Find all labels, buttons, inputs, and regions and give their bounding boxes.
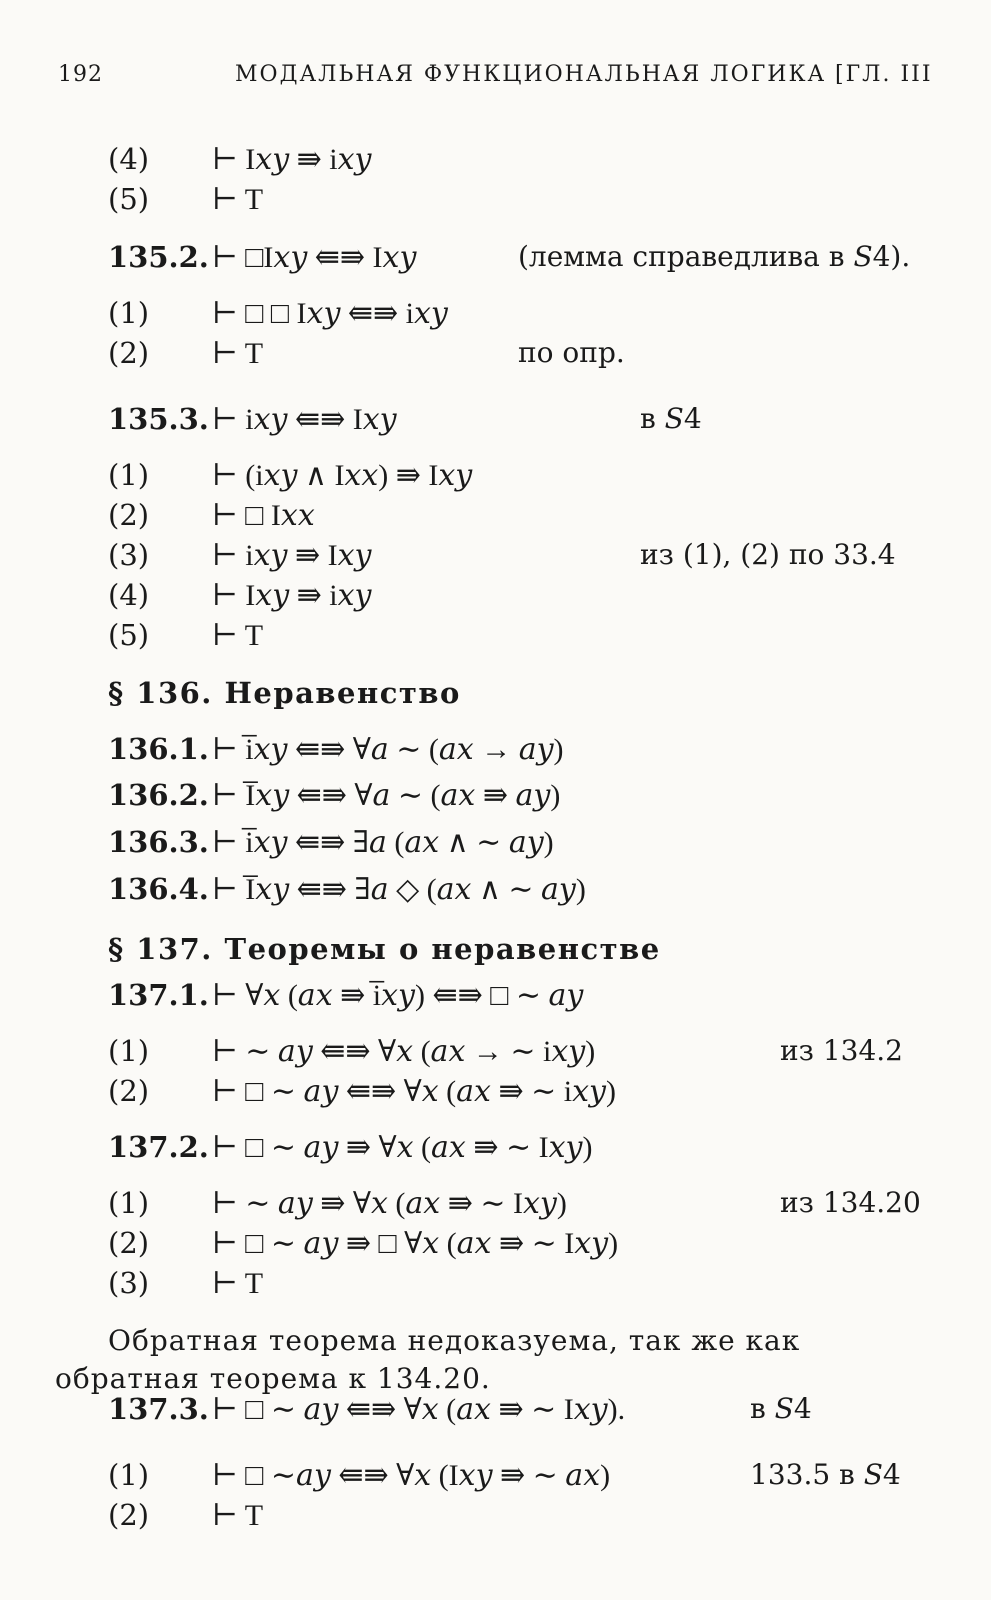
formula: ⊢ □I𝑥𝑦 ⇚⇛ I𝑥𝑦 xyxy=(212,241,417,274)
theorem-line xyxy=(0,778,991,818)
proof-step xyxy=(0,538,991,578)
section-heading: § 136. Неравенство xyxy=(108,676,461,710)
step-number: (3) xyxy=(108,1266,150,1300)
proof-step xyxy=(0,296,991,336)
formula: ⊢ I̅𝑥𝑦 ⇚⇛ ∃𝑎 ◇ (𝑎𝑥 ∧ ∼ 𝑎𝑦) xyxy=(212,873,586,906)
proof-step xyxy=(0,142,991,182)
step-number: (5) xyxy=(108,182,150,216)
justification-note: в 𝑆4 xyxy=(640,402,702,435)
justification-note: из (1), (2) по 33.4 xyxy=(640,538,896,571)
paragraph xyxy=(55,1322,925,1398)
formula: ⊢ □ ∼𝑎𝑦 ⇚⇛ ∀𝑥 (I𝑥𝑦 ⇛ ∼ 𝑎𝑥) xyxy=(212,1459,611,1492)
step-number: (2) xyxy=(108,336,150,370)
step-number: (5) xyxy=(108,618,150,652)
theorem-line xyxy=(0,978,991,1018)
page-number: 192 xyxy=(58,62,103,87)
proof-step xyxy=(0,1458,991,1498)
step-number: (2) xyxy=(108,1074,150,1108)
formula: ⊢ □ ∼ 𝑎𝑦 ⇚⇛ ∀𝑥 (𝑎𝑥 ⇛ ∼ I𝑥𝑦). xyxy=(212,1393,626,1426)
proof-step xyxy=(0,1074,991,1114)
justification-note: из 134.2 xyxy=(780,1034,903,1067)
proof-step xyxy=(0,1186,991,1226)
formula: ⊢ (i𝑥𝑦 ∧ I𝑥𝑥) ⇛ I𝑥𝑦 xyxy=(212,459,473,492)
step-number: (4) xyxy=(108,578,150,612)
theorem-number: 137.2. xyxy=(108,1130,209,1164)
formula: ⊢ □ ∼ 𝑎𝑦 ⇚⇛ ∀𝑥 (𝑎𝑥 ⇛ ∼ i𝑥𝑦) xyxy=(212,1075,616,1108)
step-number: (2) xyxy=(108,1226,150,1260)
theorem-number: 137.3. xyxy=(108,1392,209,1426)
theorem-number: 136.2. xyxy=(108,778,209,812)
paragraph-text: Обратная теорема недоказуема, так же как обратная теорема к 134.20. xyxy=(55,1324,801,1395)
theorem-line xyxy=(0,825,991,865)
step-number: (1) xyxy=(108,1034,150,1068)
theorem-line xyxy=(0,1130,991,1170)
formula: ⊢ i𝑥𝑦 ⇚⇛ I𝑥𝑦 xyxy=(212,403,397,436)
chapter-marker: [ГЛ. III xyxy=(835,62,933,87)
proof-step xyxy=(0,458,991,498)
theorem-number: 135.2. xyxy=(108,240,209,274)
formula: ⊢ □ ∼ 𝑎𝑦 ⇛ ∀𝑥 (𝑎𝑥 ⇛ ∼ I𝑥𝑦) xyxy=(212,1131,593,1164)
step-number: (1) xyxy=(108,1458,150,1492)
proof-step xyxy=(0,1226,991,1266)
theorem-number: 136.3. xyxy=(108,825,209,859)
step-number: (2) xyxy=(108,1498,150,1532)
proof-step xyxy=(0,336,991,376)
formula: ⊢ i̅𝑥𝑦 ⇚⇛ ∀𝑎 ∼ (𝑎𝑥 → 𝑎𝑦) xyxy=(212,733,564,766)
formula: ⊢ ∼ 𝑎𝑦 ⇛ ∀𝑥 (𝑎𝑥 ⇛ ∼ I𝑥𝑦) xyxy=(212,1187,567,1220)
justification-note: по опр. xyxy=(518,336,625,369)
proof-step xyxy=(0,578,991,618)
formula: ⊢ T xyxy=(212,1267,264,1300)
step-number: (4) xyxy=(108,142,150,176)
justification-note: из 134.20 xyxy=(780,1186,921,1219)
step-number: (1) xyxy=(108,296,150,330)
theorem-line xyxy=(0,240,991,280)
formula: ⊢ I𝑥𝑦 ⇛ i𝑥𝑦 xyxy=(212,143,372,176)
justification-note: 133.5 в 𝑆4 xyxy=(750,1458,901,1491)
theorem-number: 135.3. xyxy=(108,402,209,436)
section-heading: § 137. Теоремы о неравенстве xyxy=(108,932,661,966)
formula: ⊢ ∼ 𝑎𝑦 ⇚⇛ ∀𝑥 (𝑎𝑥 → ∼ i𝑥𝑦) xyxy=(212,1035,596,1068)
theorem-number: 137.1. xyxy=(108,978,209,1012)
formula: ⊢ □ ∼ 𝑎𝑦 ⇛ □ ∀𝑥 (𝑎𝑥 ⇛ ∼ I𝑥𝑦) xyxy=(212,1227,619,1260)
formula: ⊢ T xyxy=(212,183,264,216)
formula: ⊢ □ □ I𝑥𝑦 ⇚⇛ i𝑥𝑦 xyxy=(212,297,448,330)
step-number: (1) xyxy=(108,1186,150,1220)
proof-step xyxy=(0,618,991,658)
proof-step xyxy=(0,1498,991,1538)
step-number: (2) xyxy=(108,498,150,532)
formula: ⊢ I̅𝑥𝑦 ⇚⇛ ∀𝑎 ∼ (𝑎𝑥 ⇛ 𝑎𝑦) xyxy=(212,779,561,812)
formula: ⊢ □ I𝑥𝑥 xyxy=(212,499,315,532)
theorem-line xyxy=(0,1392,991,1432)
formula: ⊢ T xyxy=(212,1499,264,1532)
justification-note: в 𝑆4 xyxy=(750,1392,812,1425)
formula: ⊢ i̅𝑥𝑦 ⇚⇛ ∃𝑎 (𝑎𝑥 ∧ ∼ 𝑎𝑦) xyxy=(212,826,554,859)
theorem-line xyxy=(0,732,991,772)
proof-step xyxy=(0,498,991,538)
theorem-line xyxy=(0,402,991,442)
justification-note: (лемма справедлива в 𝑆4). xyxy=(518,240,911,273)
proof-step xyxy=(0,1034,991,1074)
formula: ⊢ T xyxy=(212,619,264,652)
step-number: (3) xyxy=(108,538,150,572)
formula: ⊢ T xyxy=(212,337,264,370)
formula: ⊢ i𝑥𝑦 ⇛ I𝑥𝑦 xyxy=(212,539,372,572)
proof-step xyxy=(0,182,991,222)
step-number: (1) xyxy=(108,458,150,492)
theorem-number: 136.4. xyxy=(108,872,209,906)
formula: ⊢ ∀𝑥 (𝑎𝑥 ⇛ i̅𝑥𝑦) ⇚⇛ □ ∼ 𝑎𝑦 xyxy=(212,979,584,1012)
theorem-number: 136.1. xyxy=(108,732,209,766)
proof-step xyxy=(0,1266,991,1306)
theorem-line xyxy=(0,872,991,912)
running-title: МОДАЛЬНАЯ ФУНКЦИОНАЛЬНАЯ ЛОГИКА xyxy=(235,62,827,87)
formula: ⊢ I𝑥𝑦 ⇛ i𝑥𝑦 xyxy=(212,579,372,612)
